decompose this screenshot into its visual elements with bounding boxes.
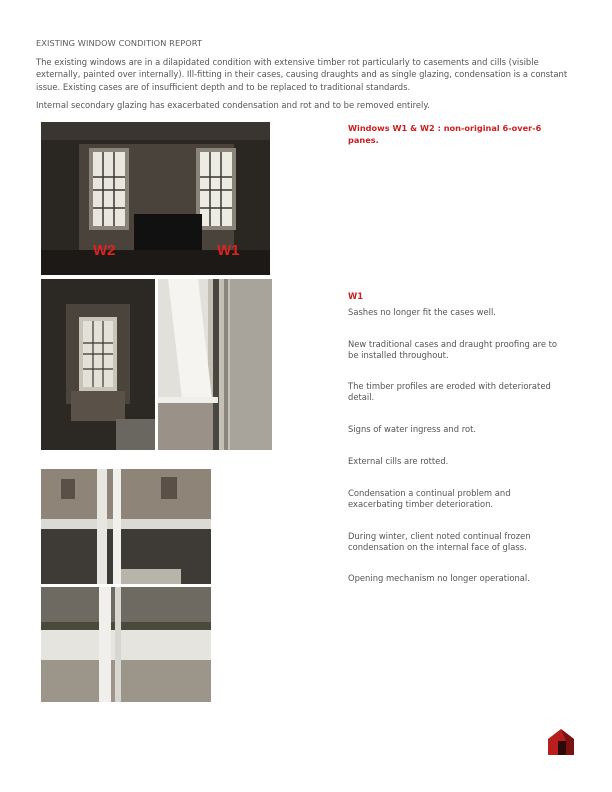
photo-label-w1: W1 [217, 242, 240, 259]
photo-sill-closeup [41, 587, 211, 702]
house-logo-icon [546, 727, 576, 757]
intro-paragraph-secondary: Internal secondary glazing has exacerbated condensation and rot and to be removed entirely. [36, 100, 430, 110]
sill-closeup-image [41, 587, 211, 702]
photo-sash-closeup [158, 279, 272, 450]
room-windows-image [41, 122, 270, 275]
window-alcove-image [41, 279, 155, 450]
sash-closeup-image [158, 279, 272, 450]
exterior-view-image [41, 469, 211, 584]
note-item: Condensation a continual problem and exacerbating timber deterioration. [348, 488, 511, 509]
note-item: Signs of water ingress and rot. [348, 424, 477, 434]
report-heading: EXISTING WINDOW CONDITION REPORT [36, 38, 203, 48]
windows-title: Windows W1 & W2 : non-original 6-over-6 panes. [348, 123, 542, 145]
company-logo [546, 727, 576, 757]
photo-label-w2: W2 [93, 242, 116, 259]
note-item: During winter, client noted continual frozen condensation on the internal face of glass. [348, 531, 531, 552]
note-item: Sashes no longer fit the cases well. [348, 307, 496, 317]
w1-heading: W1 [348, 291, 364, 301]
note-item: The timber profiles are eroded with deteriorated detail. [348, 381, 551, 402]
photo-room-windows [41, 122, 270, 275]
photo-exterior-view [41, 469, 211, 584]
intro-paragraph: The existing windows are in a dilapidated condition with extensive timber rot particularly to casements and cills (visible externally, painted over internally). Ill-fitting in their cases, causing draughts and as single glazing, condensation is a constant issue. Existing cases are of insufficient depth and to be replaced to traditional standards. [36, 57, 568, 92]
photo-window-alcove [41, 279, 155, 450]
note-item: New traditional cases and draught proofing are to be installed throughout. [348, 339, 558, 360]
note-item: External cills are rotted. [348, 456, 449, 466]
note-item: Opening mechanism no longer operational. [348, 573, 530, 583]
